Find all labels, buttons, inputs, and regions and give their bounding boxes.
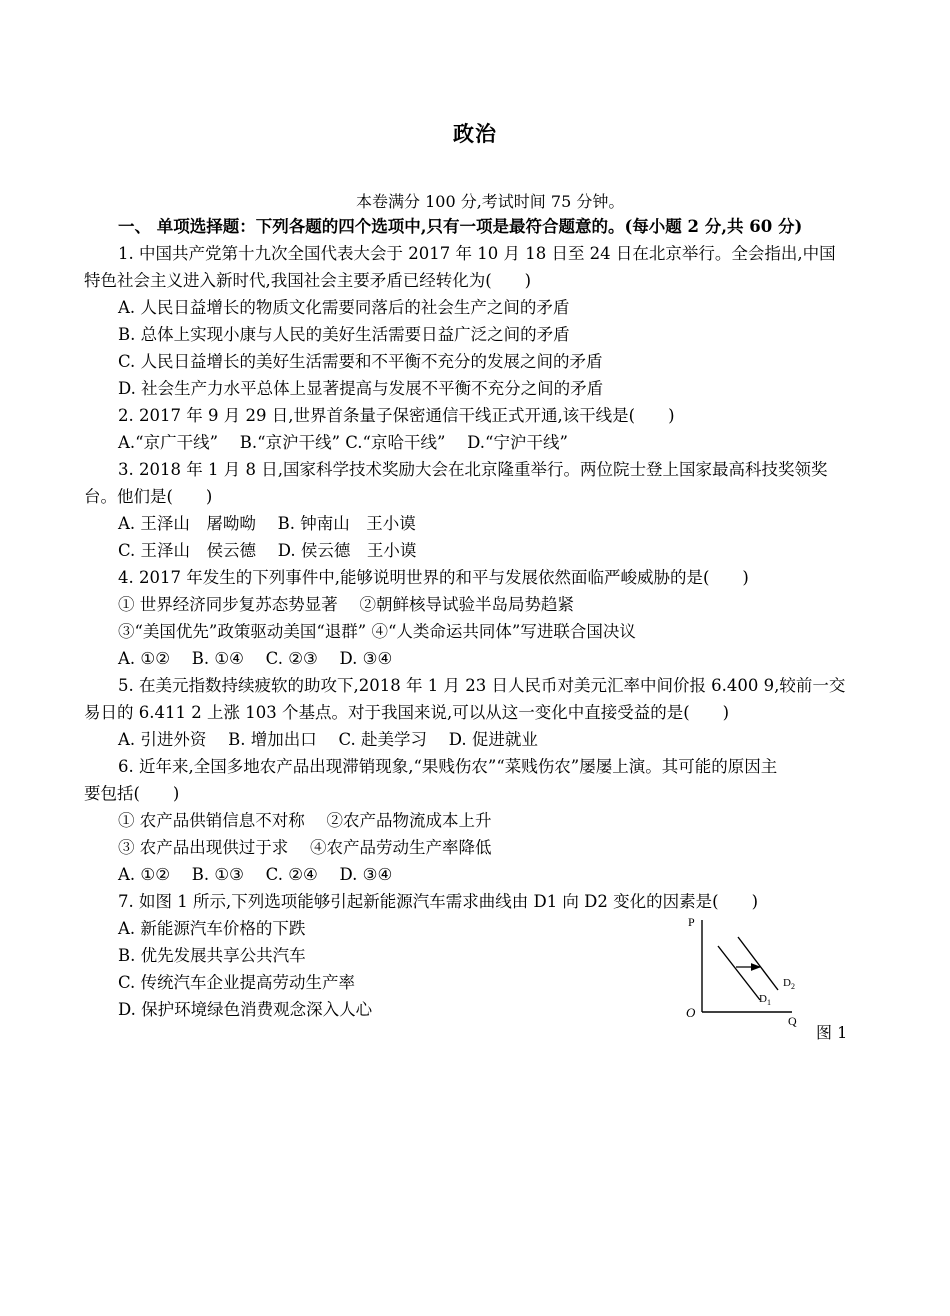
question-1-stem-1: 1. 中国共产党第十九次全国代表大会于 2017 年 10 月 18 日至 24 日在北京举行。全会指出,中国 bbox=[118, 244, 836, 263]
question-2-stem: 2. 2017 年 9 月 29 日,世界首条量子保密通信干线正式开通,该干线是( ) bbox=[118, 406, 675, 425]
question-6-choices: A. ①② B. ①③ C. ②④ D. ③④ bbox=[118, 865, 393, 884]
question-3-stem-1: 3. 2018 年 1 月 8 日,国家科学技术奖励大会在北京隆重举行。两位院士登上国家最高科技奖领奖 bbox=[118, 460, 828, 479]
exam-intro: 本卷满分 100 分,考试时间 75 分钟。 bbox=[356, 192, 625, 211]
question-6-items-34: ③ 农产品出现供过于求 ④农产品劳动生产率降低 bbox=[118, 838, 492, 857]
question-6-stem-1: 6. 近年来,全国多地农产品出现滞销现象,“果贱伤农”“菜贱伤农”屡屡上演。其可能的原因主 bbox=[118, 757, 778, 776]
question-7-option-a: A. 新能源汽车价格的下跌 bbox=[118, 919, 306, 938]
question-1-option-c: C. 人民日益增长的美好生活需要和不平衡不充分的发展之间的矛盾 bbox=[118, 352, 603, 371]
question-7-stem: 7. 如图 1 所示,下列选项能够引起新能源汽车需求曲线由 D1 向 D2 变化的因素是( ) bbox=[118, 892, 759, 911]
figure-caption: 图 1 bbox=[816, 1023, 848, 1042]
origin-label: O bbox=[686, 1005, 696, 1020]
page-title: 政治 bbox=[453, 121, 497, 146]
d1-label: $D_1$ bbox=[759, 993, 771, 1007]
question-6-items-12: ① 农产品供销信息不对称 ②农产品物流成本上升 bbox=[118, 811, 492, 830]
question-4-items-12: ① 世界经济同步复苏态势显著 ②朝鲜核导试验半岛局势趋紧 bbox=[118, 595, 574, 614]
question-7-option-d: D. 保护环境绿色消费观念深入人心 bbox=[118, 1000, 373, 1019]
question-7-option-c: C. 传统汽车企业提高劳动生产率 bbox=[118, 973, 356, 992]
question-4-choices: A. ①② B. ①④ C. ②③ D. ③④ bbox=[118, 649, 393, 668]
q-axis-label: Q bbox=[788, 1014, 797, 1028]
question-1-stem-2: 特色社会主义进入新时代,我国社会主要矛盾已经转化为( ) bbox=[84, 271, 532, 290]
section-heading: 一、 单项选择题：下列各题的四个选项中,只有一项是最符合题意的。(每小题 2 分,共 60 分) bbox=[118, 217, 803, 236]
question-5-stem-1: 5. 在美元指数持续疲软的助攻下,2018 年 1 月 23 日人民币对美元汇率中间价报 6.400 9,较前一交 bbox=[118, 676, 846, 695]
question-1-option-d: D. 社会生产力水平总体上显著提高与发展不平衡不充分之间的矛盾 bbox=[118, 379, 604, 398]
question-6-stem-2: 要包括( ) bbox=[84, 784, 180, 803]
question-3-options-ab: A. 王泽山 屠呦呦 B. 钟南山 王小谟 bbox=[118, 514, 416, 533]
d2-label: $D_2$ bbox=[783, 977, 795, 991]
question-7-option-b: B. 优先发展共享公共汽车 bbox=[118, 946, 306, 965]
question-1-option-a: A. 人民日益增长的物质文化需要同落后的社会生产之间的矛盾 bbox=[118, 298, 570, 317]
question-5-options: A. 引进外资 B. 增加出口 C. 赴美学习 D. 促进就业 bbox=[118, 730, 538, 749]
question-4-stem: 4. 2017 年发生的下列事件中,能够说明世界的和平与发展依然面临严峻威胁的是( ) bbox=[118, 568, 749, 587]
question-2-options: A.“京广干线” B.“京沪干线” C.“京哈干线” D.“宁沪干线” bbox=[118, 433, 568, 452]
question-1-option-b: B. 总体上实现小康与人民的美好生活需要日益广泛之间的矛盾 bbox=[118, 325, 570, 344]
question-4-items-34: ③“美国优先”政策驱动美国“退群” ④“人类命运共同体”写进联合国决议 bbox=[118, 622, 636, 641]
question-3-options-cd: C. 王泽山 侯云德 D. 侯云德 王小谟 bbox=[118, 541, 417, 560]
p-axis-label: P bbox=[688, 915, 695, 929]
demand-curve-d1 bbox=[718, 946, 760, 1000]
question-5-stem-2: 易日的 6.411 2 上涨 103 个基点。对于我国来说,可以从这一变化中直接受益的是( ) bbox=[84, 703, 730, 722]
demand-curve-d2 bbox=[738, 937, 778, 990]
question-3-stem-2: 台。他们是( ) bbox=[84, 487, 213, 506]
